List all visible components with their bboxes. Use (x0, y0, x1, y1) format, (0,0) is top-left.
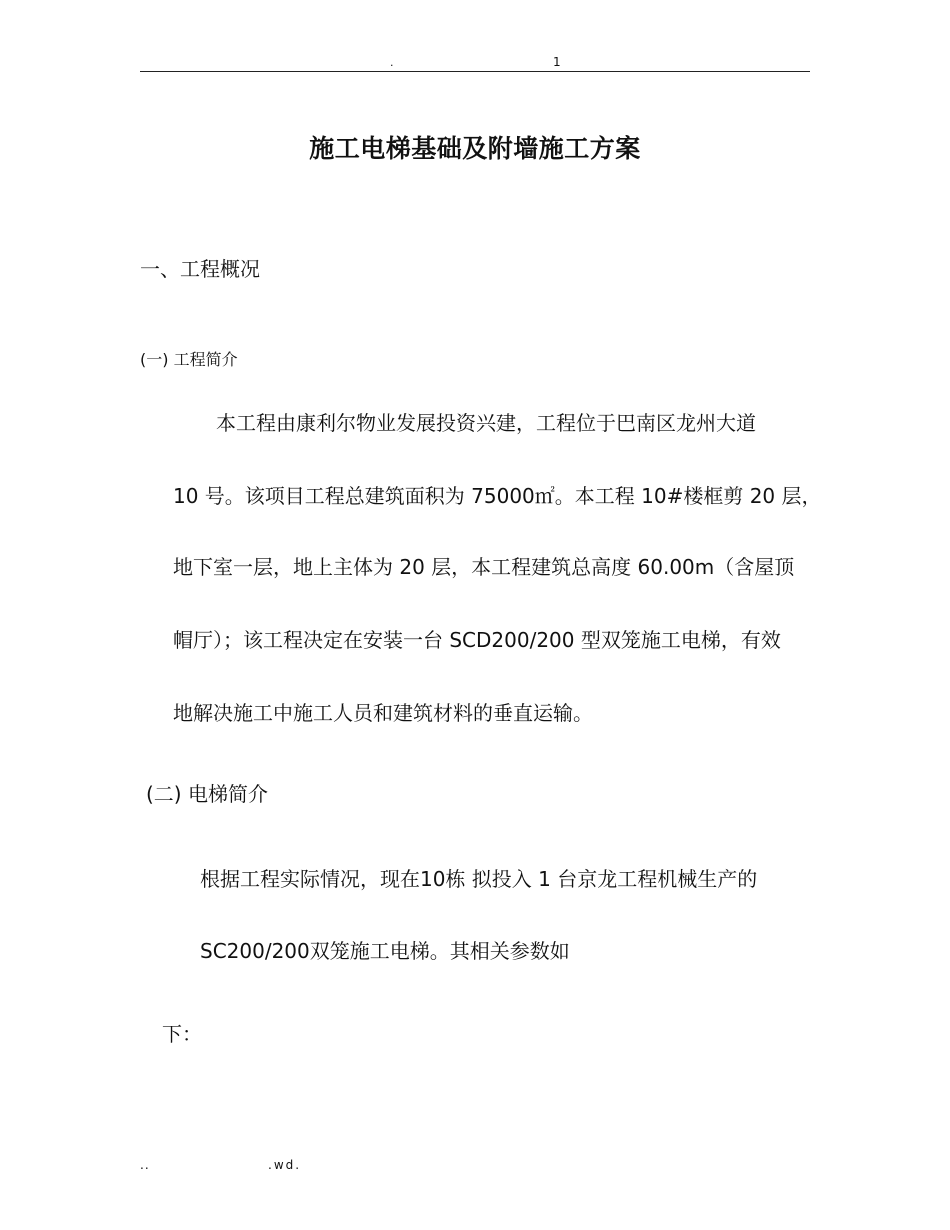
paragraph-line: 下： (162, 1022, 202, 1046)
subsection-heading-elevator: (二) 电梯简介 (146, 782, 268, 806)
paragraph-line: 本工程由康利尔物业发展投资兴建，工程位于巴南区龙州大道 (216, 411, 756, 435)
document-title: 施工电梯基础及附墙施工方案 (309, 134, 641, 163)
header-rule (140, 71, 810, 72)
paragraph-line: 地解决施工中施工人员和建筑材料的垂直运输。 (173, 701, 593, 725)
footer-mark: .wd. (268, 1158, 302, 1172)
footer-left-mark: .. (140, 1158, 150, 1172)
subsection-heading-overview: (一) 工程简介 (140, 350, 238, 369)
page-number: 1 (553, 55, 561, 69)
paragraph-line: 10 号。该项目工程总建筑面积为 75000㎡。本工程 10#楼框剪 20 层， (173, 484, 822, 508)
header-mark: . (390, 56, 394, 69)
paragraph-line: 地下室一层，地上主体为 20 层，本工程建筑总高度 60.00m（含屋顶 (173, 555, 795, 579)
paragraph-line: 帽厅）；该工程决定在安装一台 SCD200/200 型双笼施工电梯，有效 (173, 628, 781, 652)
section-heading: 一、工程概况 (140, 257, 260, 281)
paragraph-line: SC200/200双笼施工电梯。其相关参数如 (200, 939, 570, 963)
paragraph-line: 根据工程实际情况，现在10栋 拟投入 1 台京龙工程机械生产的 (200, 867, 758, 891)
